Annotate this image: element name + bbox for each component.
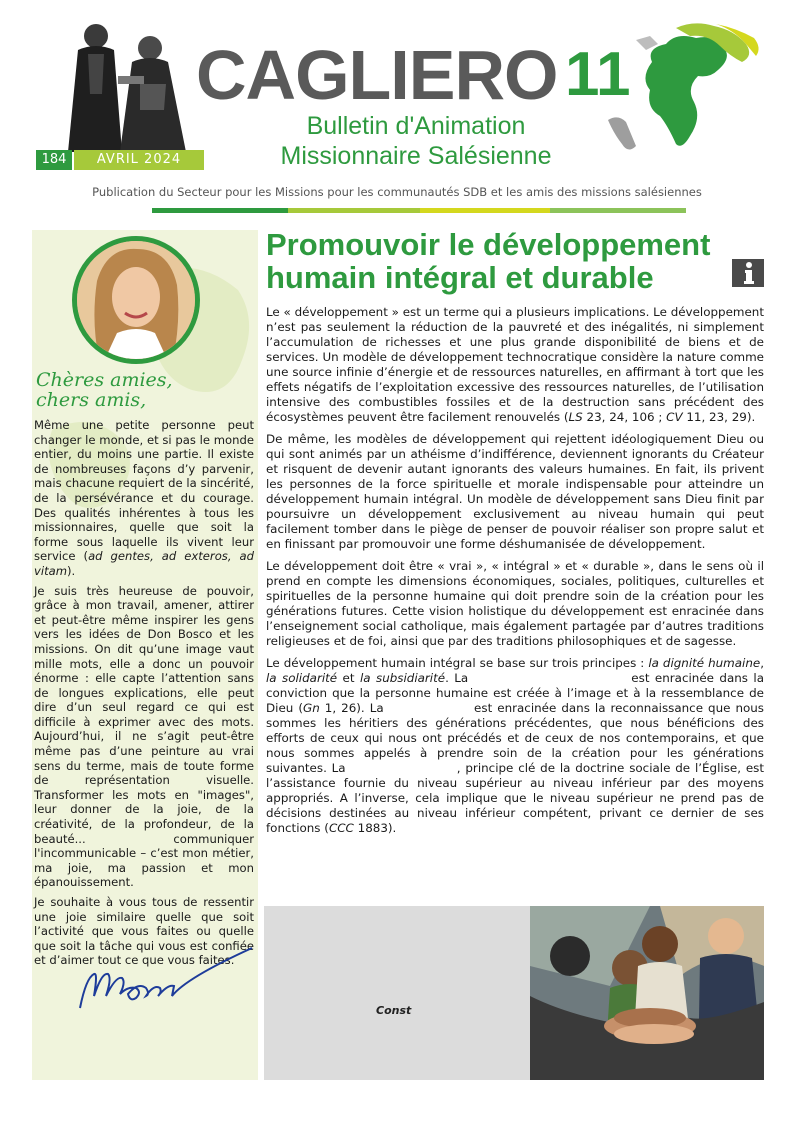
article-paragraph-1: Le « développement » est un terme qui a plusieurs implications. Le développement n’est pas seulement la réduction de la pauvreté et des inégalités, ni simplement l’accumulation de richesses et une plus grande disponibilité de biens et de services. Un modèle de développement technocratique considère la nature comme une source infinie d’énergie et de ressources naturelles, en affirmant à tort que les effets négatifs de l’exploitation excessive des ressources naturelles, de l’utilisation intensive des combustibles fossiles et de la destruction sans précédent des écosystèmes peuvent être facilement renouvelés (LS 23, 24, 106 ; CV 11, 23, 29). <box>266 305 764 424</box>
masthead-number: 11 <box>565 40 631 109</box>
article-paragraph-3: Le développement doit être « vrai », « intégral » et « durable », dans le sens où il prend en compte les dimensions économiques, sociales, politiques, culturelles et spirituelles de la personne humaine qui doit prendre soin de la création pour les générations futures. Cette vision holistique du développement est enracinée dans l’enseignement social catholique, mais également partagée par d’autres traditions religieuses et de foi, ainsi que par des traditions philosophiques et de sagesse. <box>266 559 764 648</box>
article-paragraph-4: Le développement humain intégral se base sur trois principes : la dignité humaine, la solidarité et la subsidiarité. La est enracinée dans la conviction que la personne humaine est créée à l’image et à la ressemblance de Dieu (Gn 1, 26). La est enracinée dans la reconnaissance que nous sommes les héritiers des générations précédentes, que nous bénéficions des efforts de ceux qui nous ont précédés et de ceux de nos contemporains, et que nous sommes appelés à prendre soin de la création pour les générations suivantes. La , principe clé de la doctrine sociale de l’Église, est l’assistance fournie du niveau supérieur au niveau inférieur par des moyens appropriés. A l’inverse, cela implique que le niveau supérieur ne prend pas de décisions destinées au niveau inférieur compétent, privant ce dernier de ses fonctions (CCC 1883). <box>266 656 768 835</box>
issue-date-badge: AVRIL 2024 <box>74 150 204 170</box>
article-body <box>266 305 768 843</box>
editorial-paragraph-3: Je souhaite à vous tous de ressentir une joie similaire quelle que soit l’activité que vous faites ou quelle que soit la tâche qui vous est confiée et d’aimer tout ce que vous faites. <box>34 895 254 968</box>
article-paragraph-2: De même, les modèles de développement qui rejettent idéologiquement Dieu ou qui sont animés par un athéisme d’indifférence, deviennent ignorants du Créateur et risquent de devenir autant ignorants des valeurs humaines. En fait, ils privent les personnes de la force spirituelle et morale indispensable pour atteindre un développement humain intégral. Un modèle de développement sans Dieu finit par poursuivre un développement exclusivement au niveau humain qui peut facilement tomber dans le piège de penser de pouvoir réaliser son propre salut et en finissant par promouvoir une forme déshumanisée de développement. <box>266 432 764 551</box>
author-signature <box>76 938 256 1018</box>
article-title-line1: Promouvoir le développement <box>266 227 711 262</box>
greeting <box>36 370 256 410</box>
priests-photo <box>48 14 208 152</box>
editorial-text <box>34 418 254 973</box>
color-rule <box>152 208 686 213</box>
article-title <box>266 228 736 294</box>
masthead-title: CAGLIERO <box>196 36 558 114</box>
stacked-hands-photo <box>530 906 764 1080</box>
publication-line: Publication du Secteur pour les Missions pour les communautés SDB et les amis des missions salésiennes <box>92 185 702 199</box>
editorial-paragraph-2: Je suis très heureuse de pouvoir, grâce à mon travail, amener, attirer et peut-être même inspirer les gens vers les idées de Don Bosco et les missions. On dit qu’une image vaut mille mots, elle a donc un pouvoir énorme : elle capte l’attention sans de longues explications, elle peut dire d’un seul regard ce qui est difficile à exprimer avec des mots. Aujourd’hui, il ne s’agit peut-être même pas d’une peinture au vrai sens du terme, mais de toute forme de représentation visuelle. Transformer les mots en "images", leur donner de la joie, de la créativité, de la profondeur, de la beauté... communiquer l'incommunicable – c’est mon métier, ma joie, ma passion et mon épanouissement. <box>34 583 254 890</box>
issue-number-badge: 184 <box>36 150 72 170</box>
editorial-paragraph-1: Même une petite personne peut changer le monde, et si pas le monde entier, du moins une partie. Il existe de nombreuses façons d’y parvenir, mais chacune requiert de la sincérité, de la persévérance et du courage. Des qualités inhérentes à tous les missionnaires, quelle que soit la forme sous laquelle ils vivent leur service (ad gentes, ad exteros, ad vitam). <box>34 418 254 578</box>
author-portrait <box>72 236 200 364</box>
info-icon <box>732 259 764 287</box>
greeting-line1: Chères amies, <box>36 369 173 391</box>
article-title-line2: humain intégral et durable <box>266 260 654 295</box>
masthead-subtitle-line1: Bulletin d'Animation <box>306 112 526 140</box>
greeting-line2: chers amis, <box>36 389 147 411</box>
masthead-subtitle-line2: Missionnaire Salésienne <box>280 142 552 170</box>
world-map-logo <box>606 18 766 158</box>
constitution-box <box>264 906 530 1080</box>
constitution-label: Const <box>376 1004 412 1017</box>
